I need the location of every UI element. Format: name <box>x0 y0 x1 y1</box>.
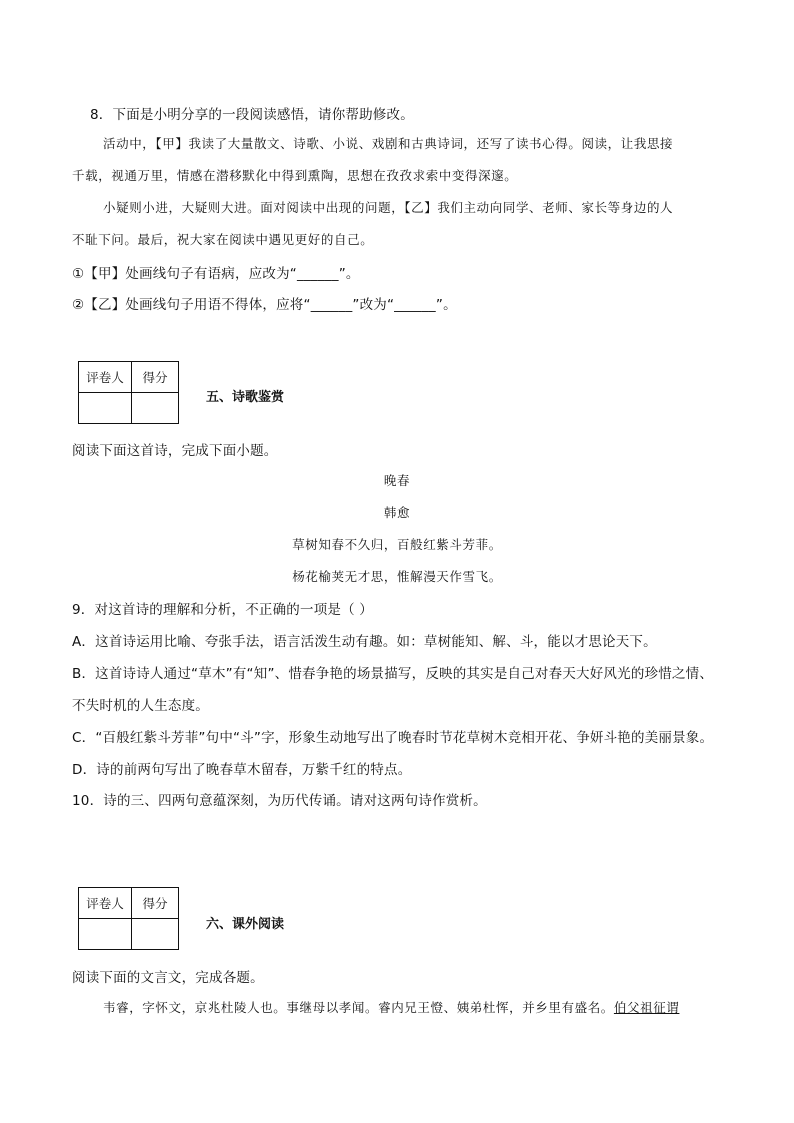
score-box <box>78 887 179 950</box>
poem-line: 杨花榆荚无才思，惟解漫天作雪飞。 <box>292 569 502 584</box>
classical-text: 韦睿，字怀文，京兆杜陵人也。事继母以孝闻。睿内兄王憕、姨弟杜恽，并乡里有盛名。 <box>103 1000 614 1015</box>
section5-intro: 阅读下面这首诗，完成下面小题。 <box>72 443 278 459</box>
score-box-score-cell <box>132 919 179 950</box>
score-box-score-cell <box>132 393 179 424</box>
section5-title: 五、诗歌鉴赏 <box>206 390 285 405</box>
classical-text-line <box>103 998 679 1016</box>
q8-passage-line: 不耻下问。最后，祝大家在阅读中遇见更好的自己。 <box>72 232 374 247</box>
poem-title: 晚春 <box>383 473 411 488</box>
score-box-score-label: 得分 <box>132 888 179 919</box>
score-box-score-label: 得分 <box>132 362 179 393</box>
q9-option-b-cont: 不失时机的人生态度。 <box>72 698 209 714</box>
section6-intro: 阅读下面的文言文，完成各题。 <box>72 970 264 986</box>
q9-option-a: A．这首诗运用比喻、夸张手法，语言活泼生动有趣。如：草树能知、解、斗，能以才思论天下。 <box>72 634 657 650</box>
q8-title: 8．下面是小明分享的一段阅读感悟，请你帮助修改。 <box>90 107 414 123</box>
q8-sub-question-2: ②【乙】处画线句子用语不得体，应将“______”改为“______”。 <box>72 297 457 313</box>
score-box-grader-label: 评卷人 <box>79 888 132 919</box>
score-box-grader-cell <box>79 919 132 950</box>
q8-sub-question-1: ①【甲】处画线句子有语病，应改为“______”。 <box>72 266 360 282</box>
poem-author: 韩愈 <box>383 505 411 520</box>
q8-passage-line: 小疑则小进，大疑则大进。面对阅读中出现的问题，【乙】我们主动向同学、老师、家长等身边的人 <box>103 200 674 215</box>
classical-text-underlined: 伯父祖征谓 <box>613 1000 680 1015</box>
q9-option-c: C．“百般红紫斗芳菲”句中“斗”字，形象生动地写出了晚春时节花草树木竞相开花、争妍斗艳的美丽景象。 <box>72 730 714 746</box>
score-box-grader-label: 评卷人 <box>79 362 132 393</box>
q8-passage-line: 千载，视通万里，情感在潜移默化中得到熏陶，思想在孜孜求索中变得深邃。 <box>72 168 518 183</box>
q9-option-d: D．诗的前两句写出了晚春草木留春，万紫千红的特点。 <box>72 762 412 778</box>
q8-passage-line: 活动中，【甲】我读了大量散文、诗歌、小说、戏剧和古典诗词，还写了读书心得。阅读，让我思接 <box>103 136 674 151</box>
q9-stem: 9．对这首诗的理解和分析，不正确的一项是（ ） <box>72 602 373 618</box>
poem-line: 草树知春不久归，百般红紫斗芳菲。 <box>292 537 502 552</box>
section6-title: 六、课外阅读 <box>206 917 285 932</box>
score-box-grader-cell <box>79 393 132 424</box>
q10-stem: 10．诗的三、四两句意蕴深刻，为历代传诵。请对这两句诗作赏析。 <box>72 793 487 809</box>
q9-option-b: B．这首诗诗人通过“草木”有“知”、惜春争艳的场景描写，反映的其实是自己对春天大好风光的珍惜之情、 <box>72 666 714 682</box>
score-box <box>78 361 179 424</box>
